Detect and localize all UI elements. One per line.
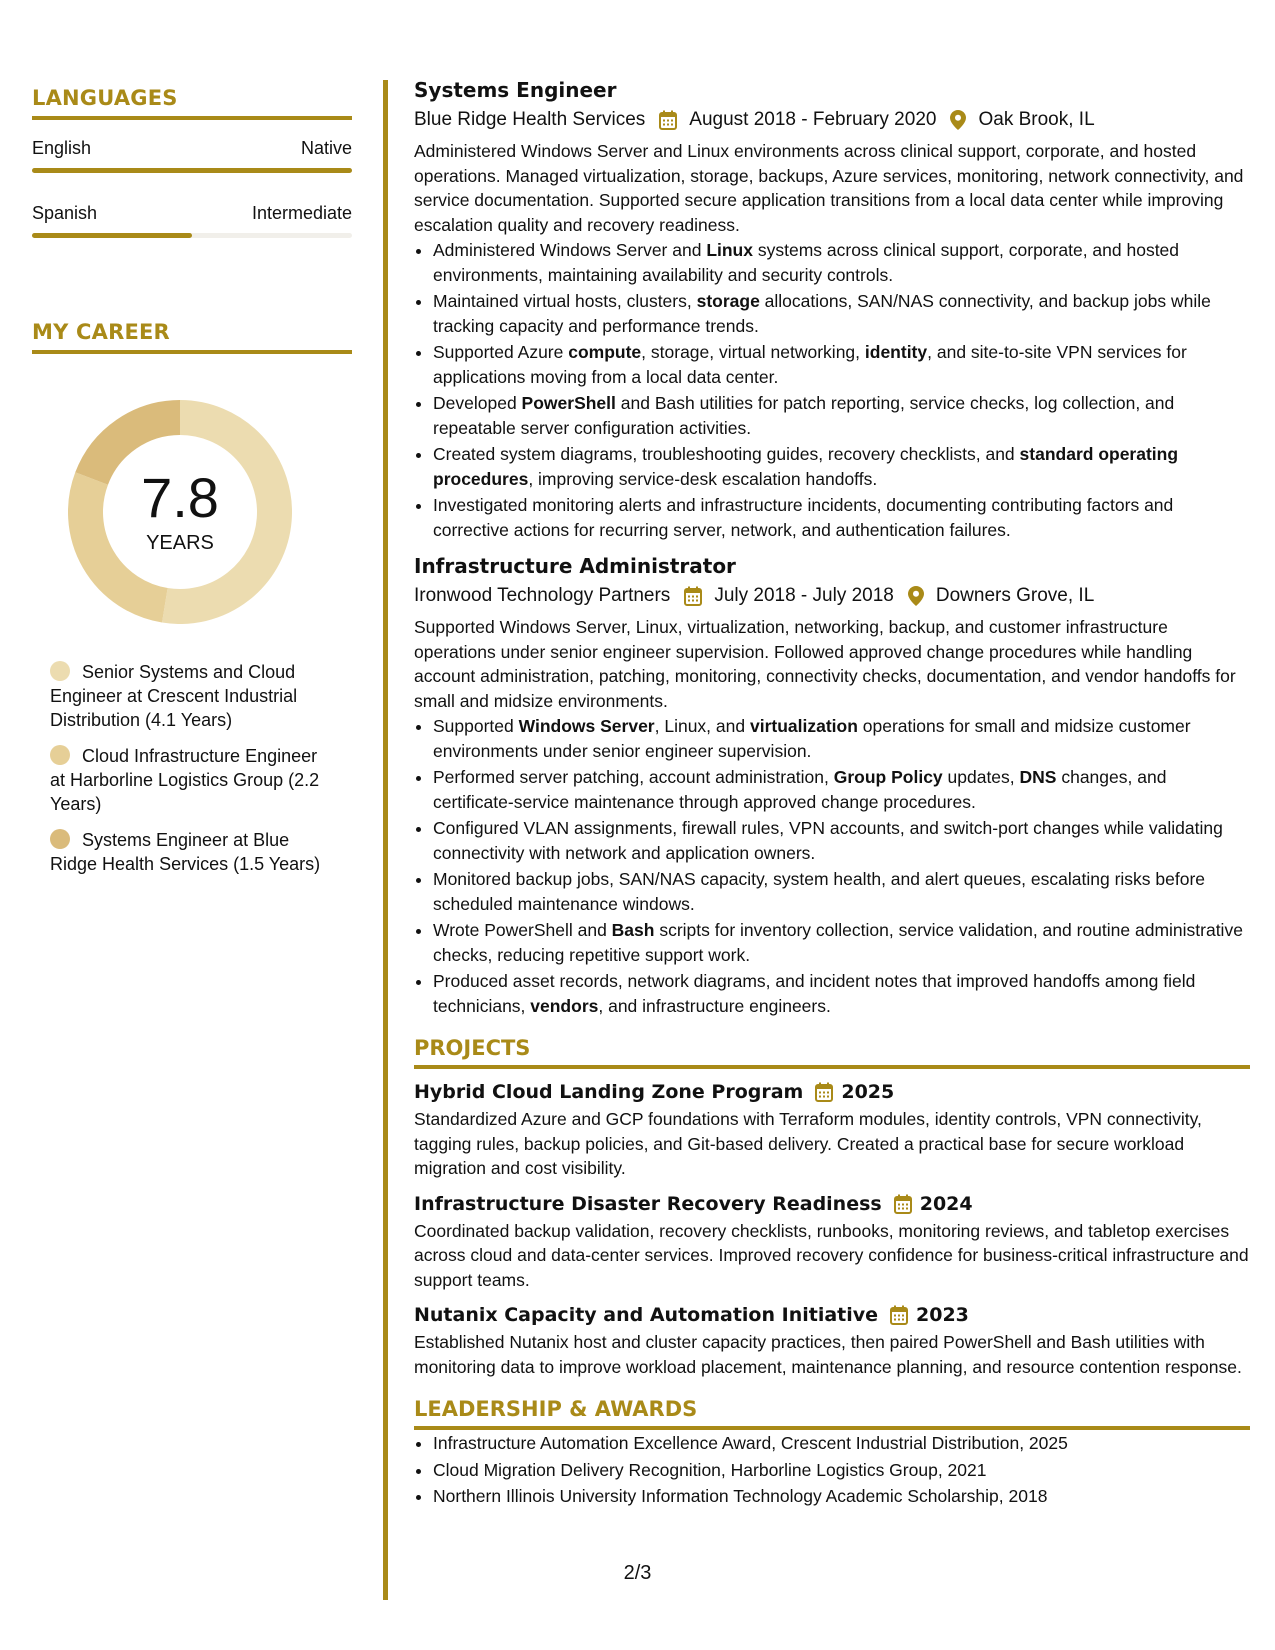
project-name: Nutanix Capacity and Automation Initiative: [414, 1304, 879, 1326]
language-level: Native: [300, 138, 352, 158]
legend-label: Cloud Infrastructure Engineer at Harborline Logistics Group (2.2 Years): [50, 746, 320, 814]
job-description: Administered Windows Server and Linux environments across clinical support, corporate, and hosted operations. Managed virtualization, storage, backups, Azure services, monitoring, network connectivity, and service documentation. Supported secure application transitions from a local data center while improving escalation quality and recovery readiness.: [414, 141, 1244, 235]
languages-heading: LANGUAGES: [32, 86, 352, 120]
project-year: 2025: [841, 1081, 895, 1103]
calendar-icon: [815, 1082, 833, 1102]
legend-dot: [50, 745, 70, 765]
calendar-icon: [890, 1305, 908, 1325]
project-year: 2024: [919, 1192, 973, 1215]
award-item: • Infrastructure Automation Excellence Award, Crescent Industrial Distribution, 2025: [433, 1431, 1250, 1456]
project-name: Infrastructure Disaster Recovery Readiness: [414, 1192, 882, 1215]
job-title: Infrastructure Administrator: [414, 554, 736, 578]
bullet-item: • Wrote PowerShell and Bash scripts for inventory collection, service validation, and routine administrative checks, reducing repetitive support work.: [433, 918, 1250, 967]
career-donut-chart: [68, 400, 292, 624]
language-proficiency-fill: [32, 168, 352, 173]
calendar-icon: [894, 1194, 912, 1214]
sidebar: [32, 86, 352, 888]
career-total-unit: YEARS: [146, 531, 214, 554]
bullet-item: • Supported Windows Server, Linux, and virtualization operations for small and midsize customer environments under senior engineer supervision.: [433, 714, 1250, 763]
bullet-item: • Investigated monitoring alerts and infrastructure incidents, documenting contributing factors and corrective actions for recurring server, network, and authentication failures.: [433, 493, 1250, 542]
job-bullets: [414, 238, 1250, 542]
job-title: Systems Engineer: [414, 78, 617, 102]
job-location: Oak Brook, IL: [978, 109, 1095, 130]
job-entry: [414, 78, 1250, 542]
language-level: Intermediate: [251, 203, 352, 223]
job-company: Blue Ridge Health Services: [414, 109, 646, 130]
bullet-item: • Performed server patching, account administration, Group Policy updates, DNS changes, and certificate-service maintenance through approved change procedures.: [433, 765, 1250, 814]
bullet-item: • Administered Windows Server and Linux systems across clinical support, corporate, and hosted environments, maintaining availability and security controls.: [433, 238, 1250, 287]
bullet-item: • Maintained virtual hosts, clusters, storage allocations, SAN/NAS connectivity, and backup jobs while tracking capacity and performance trends.: [433, 289, 1250, 338]
legend-label: Systems Engineer at Blue Ridge Health Services (1.5 Years): [50, 830, 321, 874]
career-section: [32, 320, 352, 876]
job-company: Ironwood Technology Partners: [414, 585, 671, 606]
job-dates: August 2018 - February 2020: [689, 109, 937, 130]
bullet-item: • Developed PowerShell and Bash utilities for patch reporting, service checks, log collection, and repeatable server configuration activities.: [433, 391, 1250, 440]
project-description: Coordinated backup validation, recovery checklists, runbooks, monitoring reviews, and tabletop exercises across cloud and data-center services. Improved recovery confidence for business-critical infrastructure and support teams.: [414, 1220, 1249, 1290]
job-entry: [414, 554, 1250, 1018]
language-proficiency-fill: [32, 233, 192, 238]
career-heading: MY CAREER: [32, 320, 352, 354]
language-name: Spanish: [32, 203, 98, 223]
language-proficiency-bar: [32, 168, 352, 173]
legend-item: [50, 828, 335, 876]
legend-label: Senior Systems and Cloud Engineer at Crescent Industrial Distribution (4.1 Years): [50, 662, 298, 730]
column-divider: [383, 80, 388, 1600]
project-description: Standardized Azure and GCP foundations with Terraform modules, identity controls, VPN connectivity, tagging rules, backup policies, and Git-based delivery. Created a practical base for secure workload migration and cost visibility.: [414, 1109, 1202, 1178]
projects-list: [414, 1081, 1250, 1379]
job-meta: [414, 109, 1250, 131]
map-pin-icon: [950, 110, 966, 130]
language-item: [32, 203, 352, 238]
language-name: English: [32, 138, 92, 158]
career-legend: [50, 660, 335, 876]
award-item: • Northern Illinois University Information Technology Academic Scholarship, 2018: [433, 1484, 1250, 1509]
bullet-item: • Created system diagrams, troubleshooting guides, recovery checklists, and standard operating procedures, improving service-desk escalation handoffs.: [433, 442, 1250, 491]
awards-list: [414, 1431, 1250, 1509]
job-location: Downers Grove, IL: [935, 585, 1095, 606]
project-item: [414, 1081, 1250, 1181]
donut-center: [68, 400, 292, 624]
award-item: • Cloud Migration Delivery Recognition, Harborline Logistics Group, 2021: [433, 1458, 1250, 1483]
bullet-item: • Supported Azure compute, storage, virtual networking, identity, and site-to-site VPN services for applications moving from a local data center.: [433, 340, 1250, 389]
language-proficiency-bar: [32, 233, 352, 238]
bullet-item: • Configured VLAN assignments, firewall rules, VPN accounts, and switch-port changes while validating connectivity with network and application owners.: [433, 816, 1250, 865]
bullet-item: • Monitored backup jobs, SAN/NAS capacity, system health, and alert queues, escalating risks before scheduled maintenance windows.: [433, 867, 1250, 916]
job-description: Supported Windows Server, Linux, virtualization, networking, backup, and customer infrastructure operations under senior engineer supervision. Followed approved change procedures while handling account administration, patching, monitoring, connectivity checks, documentation, and vendor handoffs for small and midsize environments.: [414, 617, 1236, 711]
legend-dot: [50, 829, 70, 849]
languages-list: [32, 138, 352, 238]
project-item: [414, 1304, 1250, 1379]
job-meta: [414, 585, 1250, 607]
legend-item: [50, 744, 335, 816]
language-item: [32, 138, 352, 173]
projects-heading: PROJECTS: [414, 1036, 1250, 1069]
main-content: [414, 78, 1250, 1511]
bullet-item: • Produced asset records, network diagrams, and incident notes that improved handoffs among field technicians, vendors, and infrastructure engineers.: [433, 969, 1250, 1018]
legend-dot: [50, 661, 70, 681]
job-dates: July 2018 - July 2018: [714, 585, 894, 606]
career-total-value: 7.8: [141, 465, 219, 529]
project-item: [414, 1193, 1250, 1293]
legend-item: [50, 660, 335, 732]
job-bullets: [414, 714, 1250, 1018]
project-description: Established Nutanix host and cluster capacity practices, then paired PowerShell and Bash utilities with monitoring data to improve workload placement, maintenance planning, and resource contention response.: [414, 1332, 1242, 1377]
map-pin-icon: [908, 586, 924, 606]
awards-heading: LEADERSHIP & AWARDS: [414, 1397, 1250, 1430]
project-year: 2023: [916, 1304, 969, 1326]
page-number: 2/3: [623, 1562, 652, 1584]
calendar-icon: [684, 586, 702, 606]
calendar-icon: [659, 110, 677, 130]
project-name: Hybrid Cloud Landing Zone Program: [414, 1081, 804, 1103]
